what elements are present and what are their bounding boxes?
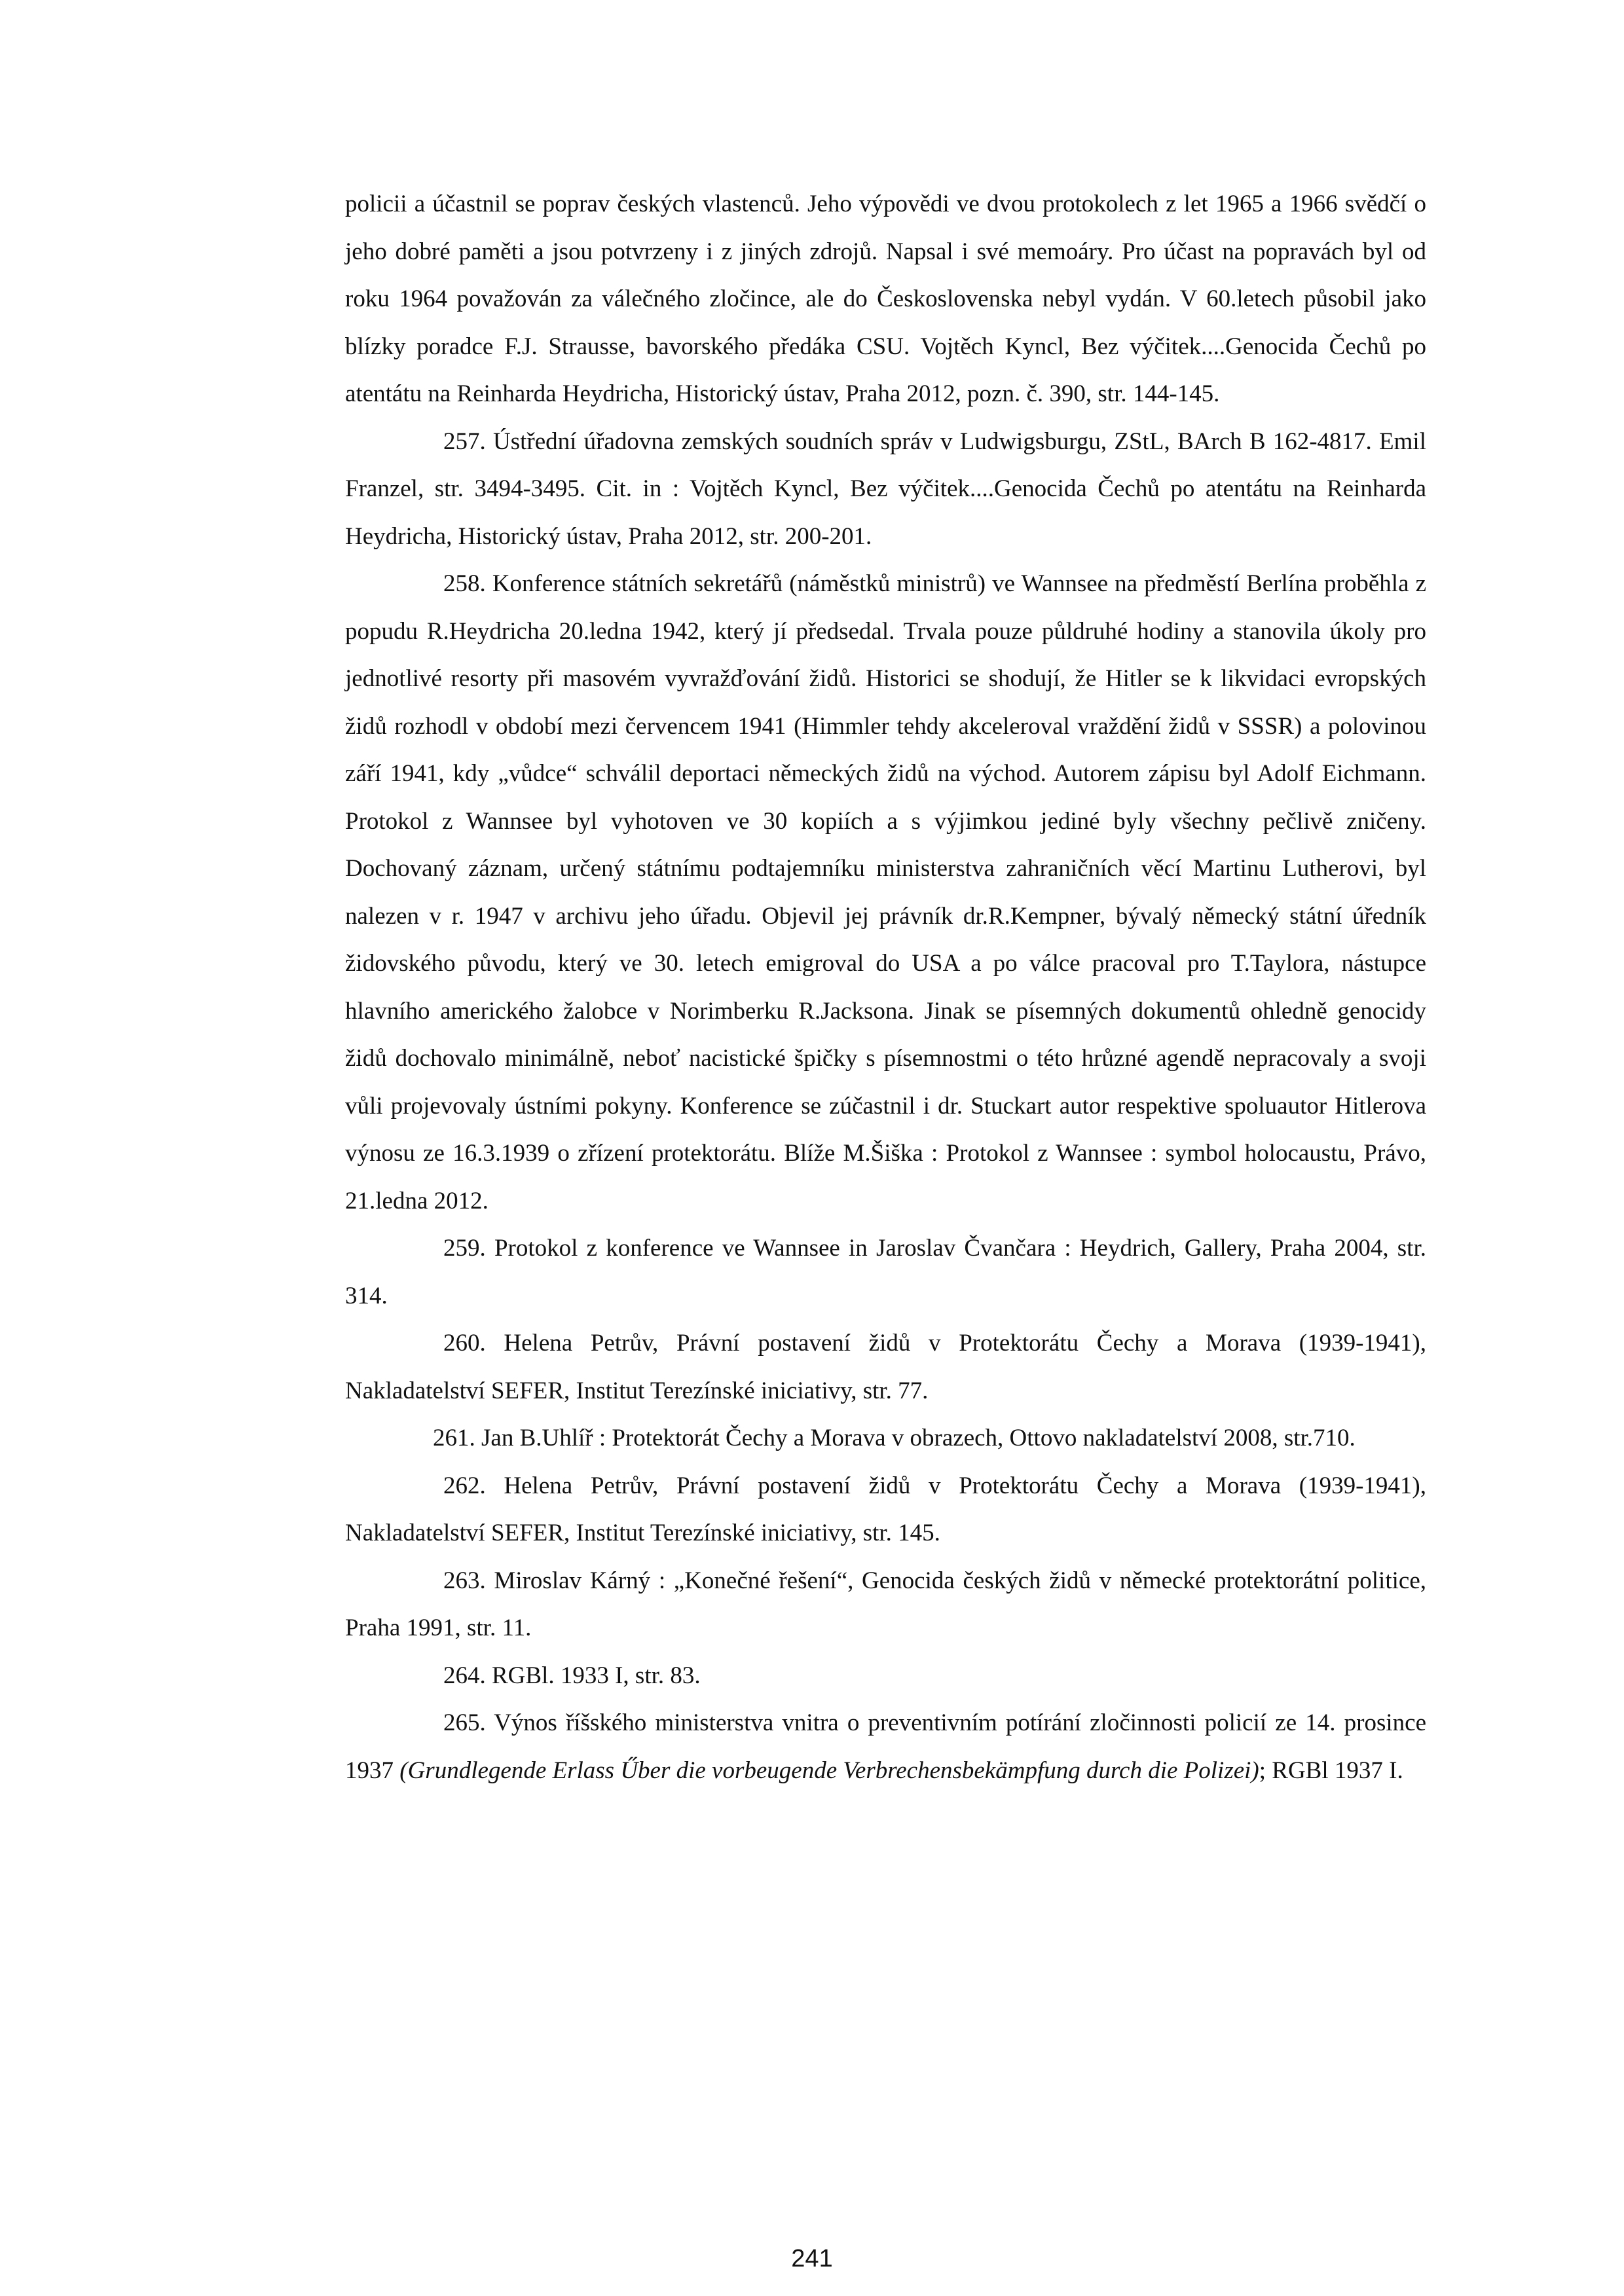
footnote-262: 262. Helena Petrův, Právní postavení židů v Protektorátu Čechy a Morava (1939-1941), Nakladatelství SEFER, Institut Terezínské iniciativy, str. 145. — [345, 1472, 1426, 1546]
footnotes-text-block — [345, 181, 1426, 1795]
page-number: 241 — [791, 2245, 833, 2272]
footnote-258: 258. Konference státních sekretářů (náměstků ministrů) ve Wannsee na předměstí Berlína proběhla z popudu R.Heydricha 20.ledna 1942, který jí předsedal. Trvala pouze půldruhé hodiny a stanovila úkoly pro jednotlivé resorty při masovém vyvražďování židů. Historici se shodují, že Hitler se k likvidaci evropských židů rozhodl v období mezi červencem 1941 (Himmler tehdy akceleroval vraždění židů v SSSR) a polovinou září 1941, kdy „vůdce“ schválil deportaci německých židů na východ. Autorem zápisu byl Adolf Eichmann. Protokol z Wannsee byl vyhotoven ve 30 kopiích a s výjimkou jediné byly všechny pečlivě zničeny. Dochovaný záznam, určený státnímu podtajemníku ministerstva zahraničních věcí Martinu Lutherovi, byl nalezen v r. 1947 v archivu jeho úřadu. Objevil jej právník dr.R.Kempner, bývalý německý státní úředník židovského původu, který ve 30. letech emigroval do USA a po válce pracoval pro T.Taylora, nástupce hlavního amerického žalobce v Norimberku R.Jacksona. Jinak se písemných dokumentů ohledně genocidy židů dochovalo minimálně, neboť nacistické špičky s písemnostmi o této hrůzné agendě nepracovaly a svoji vůli projevovaly ústními pokyny. Konference se zúčastnil i dr. Stuckart autor respektive spoluautor Hitlerova výnosu ze 16.3.1939 o zřízení protektorátu. Blíže M.Šiška : Protokol z Wannsee : symbol holocaustu, Právo, 21.ledna 2012. — [345, 570, 1426, 1214]
footnote-265 — [345, 1700, 1426, 1795]
footnote-265-german-title: (Grundlegende Erlass Űber die vorbeugende Verbrechensbekämpfung durch die Polizei) — [399, 1757, 1259, 1784]
footnote-263: 263. Miroslav Kárný : „Konečné řešení“, Genocida českých židů v německé protektorátní politice, Praha 1991, str. 11. — [345, 1567, 1426, 1641]
footnote-continuation: policii a účastnil se poprav českých vlastenců. Jeho výpovědi ve dvou protokolech z let 1965 a 1966 svědčí o jeho dobré paměti a jsou potvrzeny i z jiných zdrojů. Napsal i své memoáry. Pro účast na popravách byl od roku 1964 považován za válečného zločince, ale do Československa nebyl vydán. V 60.letech působil jako blízky poradce F.J. Strausse, bavorského předáka CSU. Vojtěch Kyncl, Bez výčitek....Genocida Čechů po atentátu na Reinharda Heydricha, Historický ústav, Praha 2012, pozn. č. 390, str. 144-145. — [345, 191, 1426, 407]
footnote-265-source: ; RGBl 1937 I. — [1259, 1757, 1403, 1784]
footnote-265-text: 265. Výnos říšského ministerstva vnitra o preventivním potírání zločinnosti policií ze 14. prosince 1937 — [345, 1709, 1426, 1784]
footnote-260: 260. Helena Petrův, Právní postavení židů v Protektorátu Čechy a Morava (1939-1941), Nakladatelství SEFER, Institut Terezínské iniciativy, str. 77. — [345, 1330, 1426, 1404]
footnote-261: 261. Jan B.Uhlíř : Protektorát Čechy a Morava v obrazech, Ottovo nakladatelství 2008, str.710. — [433, 1425, 1356, 1451]
footnote-264: 264. RGBl. 1933 I, str. 83. — [443, 1662, 701, 1689]
footnote-259: 259. Protokol z konference ve Wannsee in Jaroslav Čvančara : Heydrich, Gallery, Praha 2004, str. 314. — [345, 1235, 1426, 1309]
footnote-257: 257. Ústřední úřadovna zemských soudních správ v Ludwigsburgu, ZStL, BArch B 162-4817. Emil Franzel, str. 3494-3495. Cit. in : Vojtěch Kyncl, Bez výčitek....Genocida Čechů po atentátu na Reinharda Heydricha, Historický ústav, Praha 2012, str. 200-201. — [345, 428, 1426, 550]
